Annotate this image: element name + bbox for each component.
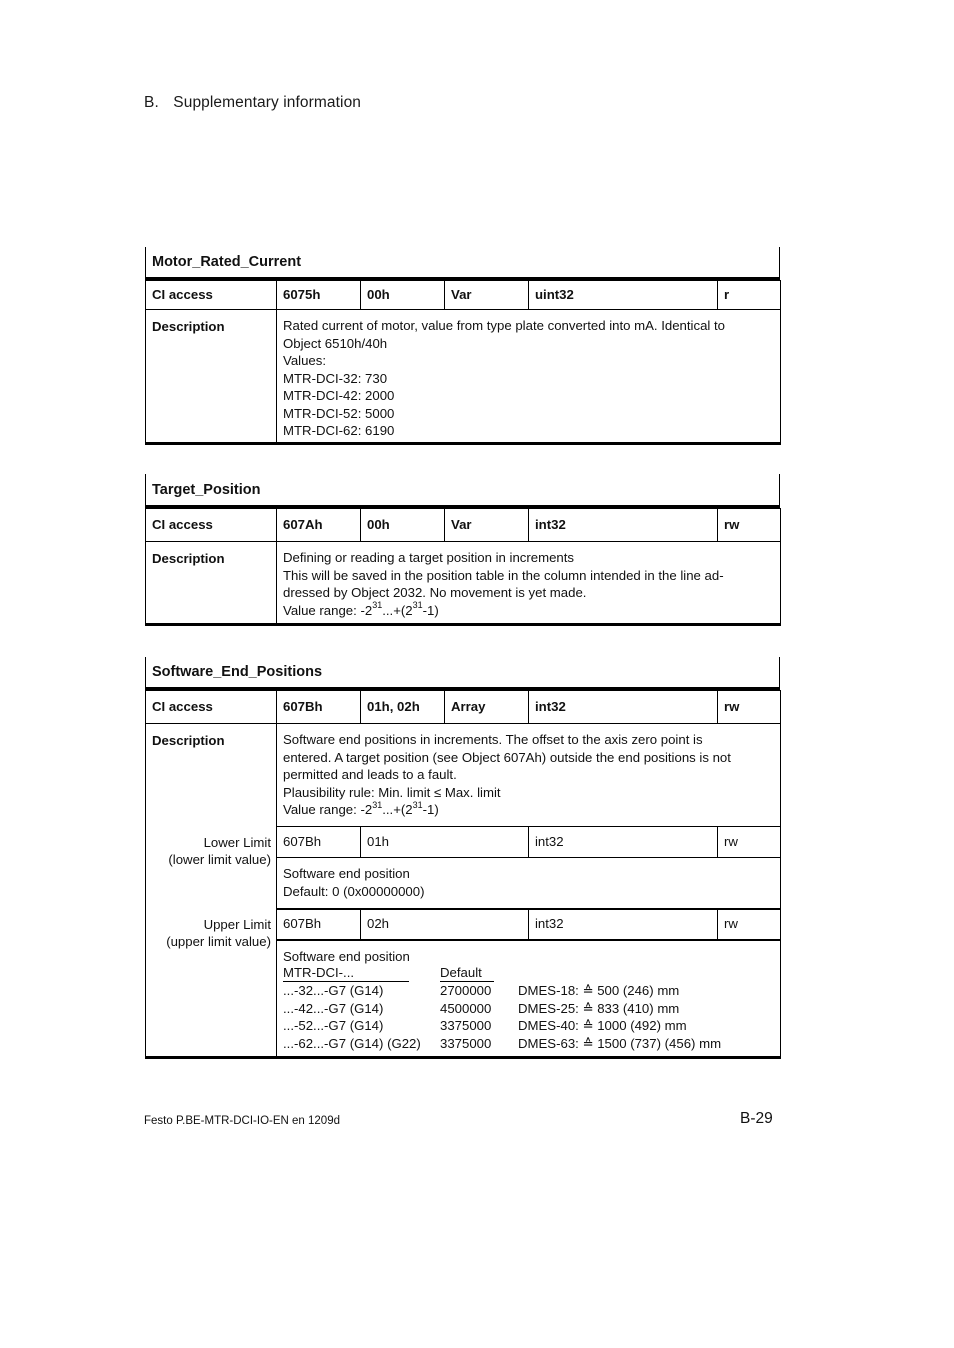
- object-table-software-end-positions: [145, 690, 780, 1059]
- upper-limit-subindex: 02h: [361, 909, 529, 940]
- data-type: uint32: [529, 281, 718, 310]
- lower-limit-subindex: 01h: [361, 827, 529, 858]
- object-index: 607Bh: [277, 691, 361, 724]
- data-type: int32: [529, 509, 718, 542]
- object-table-target-position: [145, 508, 780, 626]
- object-index: 6075h: [277, 281, 361, 310]
- value-range-mid: ...+(2: [382, 602, 413, 618]
- lower-limit-access: rw: [718, 827, 781, 858]
- access-mode: rw: [718, 509, 781, 542]
- description-line: dressed by Object 2032. No movement is yet made.: [283, 585, 587, 600]
- description-line: Defining or reading a target position in increments: [283, 550, 575, 565]
- description-row: [146, 542, 781, 625]
- lower-limit-line: Software end position: [283, 866, 410, 881]
- object-title-block: [145, 657, 780, 691]
- value-range: [283, 602, 774, 620]
- description-line: MTR-DCI-32: 730: [283, 370, 388, 386]
- upper-limit-label: [146, 909, 277, 1058]
- object-title: Motor_Rated_Current: [145, 247, 780, 281]
- col-header-type: MTR-DCI-...: [283, 965, 409, 982]
- object-index: 607Ah: [277, 509, 361, 542]
- upper-limit-title: Upper Limit: [203, 916, 271, 932]
- lower-limit-data-type: int32: [529, 827, 718, 858]
- section-title: Supplementary information: [173, 94, 362, 111]
- upper-limit-access: rw: [718, 909, 781, 940]
- description-line: entered. A target position (see Object 607Ah) outside the end positions is not: [283, 749, 731, 765]
- lower-limit-title: Lower Limit: [203, 834, 271, 850]
- ci-access-row: [146, 281, 781, 310]
- default-row-value: 2700000: [440, 983, 492, 998]
- default-row-axis: DMES-18: ≙ 500 (246) mm: [518, 983, 680, 998]
- description-label: Description: [146, 310, 277, 444]
- object-subindex: 01h, 02h: [361, 691, 445, 724]
- object-subindex: 00h: [361, 509, 445, 542]
- value-range: [283, 801, 774, 819]
- lower-limit-text: [277, 858, 781, 909]
- default-row-value: 4500000: [440, 1000, 492, 1016]
- lower-limit-default: Default: 0 (0x00000000): [283, 883, 425, 899]
- object-table-motor-rated-current: [145, 280, 780, 445]
- access-mode: r: [718, 281, 781, 310]
- default-values-table: [283, 965, 774, 1052]
- value-range-exponent: 31: [412, 600, 423, 611]
- description-line: MTR-DCI-42: 2000: [283, 388, 395, 403]
- default-row-type: ...-52...-G7 (G14): [283, 1018, 384, 1033]
- description-line: Plausibility rule: Min. limit ≤ Max. limit: [283, 784, 501, 800]
- access-mode: rw: [718, 691, 781, 724]
- default-row-type: ...-32...-G7 (G14): [283, 983, 384, 998]
- default-row-axis: DMES-25: ≙ 833 (410) mm: [518, 1000, 680, 1016]
- object-title: Software_End_Positions: [145, 657, 780, 691]
- lower-limit-subtitle: (lower limit value): [168, 852, 271, 867]
- upper-limit-subtitle: (upper limit value): [166, 934, 271, 949]
- ci-access-row: [146, 509, 781, 542]
- document-reference: Festo P.BE-MTR-DCI-IO-EN en 1209d: [144, 1115, 340, 1127]
- value-range-mid: ...+(2: [382, 802, 413, 817]
- col-header-default: Default: [440, 965, 494, 982]
- upper-limit-index: 607Bh: [277, 909, 361, 940]
- lower-limit-label: [146, 827, 277, 909]
- lower-limit-row: [146, 827, 781, 858]
- section-number: B.: [144, 94, 159, 111]
- value-range-prefix: Value range: -2: [283, 602, 373, 618]
- description-label: Description: [146, 542, 277, 625]
- description-text: [277, 542, 781, 625]
- description-line: Values:: [283, 353, 327, 368]
- value-range-exponent: 31: [412, 799, 423, 810]
- description-label: Description: [146, 724, 277, 827]
- value-range-exponent: 31: [372, 799, 383, 810]
- default-row-type: ...-62...-G7 (G14) (G22): [283, 1035, 421, 1051]
- value-range-suffix: -1): [422, 802, 439, 817]
- description-row: [146, 310, 781, 444]
- description-line: Object 6510h/40h: [283, 335, 388, 351]
- description-line: permitted and leads to a fault.: [283, 767, 457, 782]
- data-type: int32: [529, 691, 718, 724]
- object-title: Target_Position: [145, 474, 780, 509]
- upper-limit-text: [277, 940, 781, 1058]
- lower-limit-index: 607Bh: [277, 827, 361, 858]
- object-subindex: 00h: [361, 281, 445, 310]
- default-row-type: ...-42...-G7 (G14): [283, 1000, 384, 1016]
- upper-limit-row: [146, 909, 781, 940]
- upper-limit-data-type: int32: [529, 909, 718, 940]
- object-type: Var: [445, 509, 529, 542]
- description-text: [277, 310, 781, 444]
- object-title-block: [145, 247, 780, 281]
- object-title-block: [145, 474, 780, 509]
- value-range-exponent: 31: [372, 600, 383, 611]
- description-line: Rated current of motor, value from type plate converted into mA. Identical to: [283, 318, 726, 333]
- default-row-axis: DMES-63: ≙ 1500 (737) (456) mm: [518, 1035, 722, 1051]
- default-row-value: 3375000: [440, 1035, 492, 1051]
- description-text: [277, 724, 781, 827]
- upper-limit-line: Software end position: [283, 948, 410, 964]
- description-row: [146, 724, 781, 827]
- value-range-prefix: Value range: -2: [283, 802, 373, 817]
- value-range-suffix: -1): [422, 602, 439, 618]
- description-line: Software end positions in increments. The offset to the axis zero point is: [283, 732, 703, 747]
- description-line: MTR-DCI-52: 5000: [283, 405, 395, 421]
- ci-access-label: CI access: [146, 281, 277, 310]
- description-line: This will be saved in the position table in the column intended in the line ad-: [283, 567, 724, 583]
- ci-access-row: [146, 691, 781, 724]
- default-row-value: 3375000: [440, 1018, 492, 1033]
- description-line: MTR-DCI-62: 6190: [283, 423, 395, 438]
- default-row-axis: DMES-40: ≙ 1000 (492) mm: [518, 1018, 687, 1033]
- ci-access-label: CI access: [146, 691, 277, 724]
- ci-access-label: CI access: [146, 509, 277, 542]
- object-type: Var: [445, 281, 529, 310]
- object-type: Array: [445, 691, 529, 724]
- section-header: [144, 94, 361, 112]
- page-number: B-29: [740, 1110, 773, 1127]
